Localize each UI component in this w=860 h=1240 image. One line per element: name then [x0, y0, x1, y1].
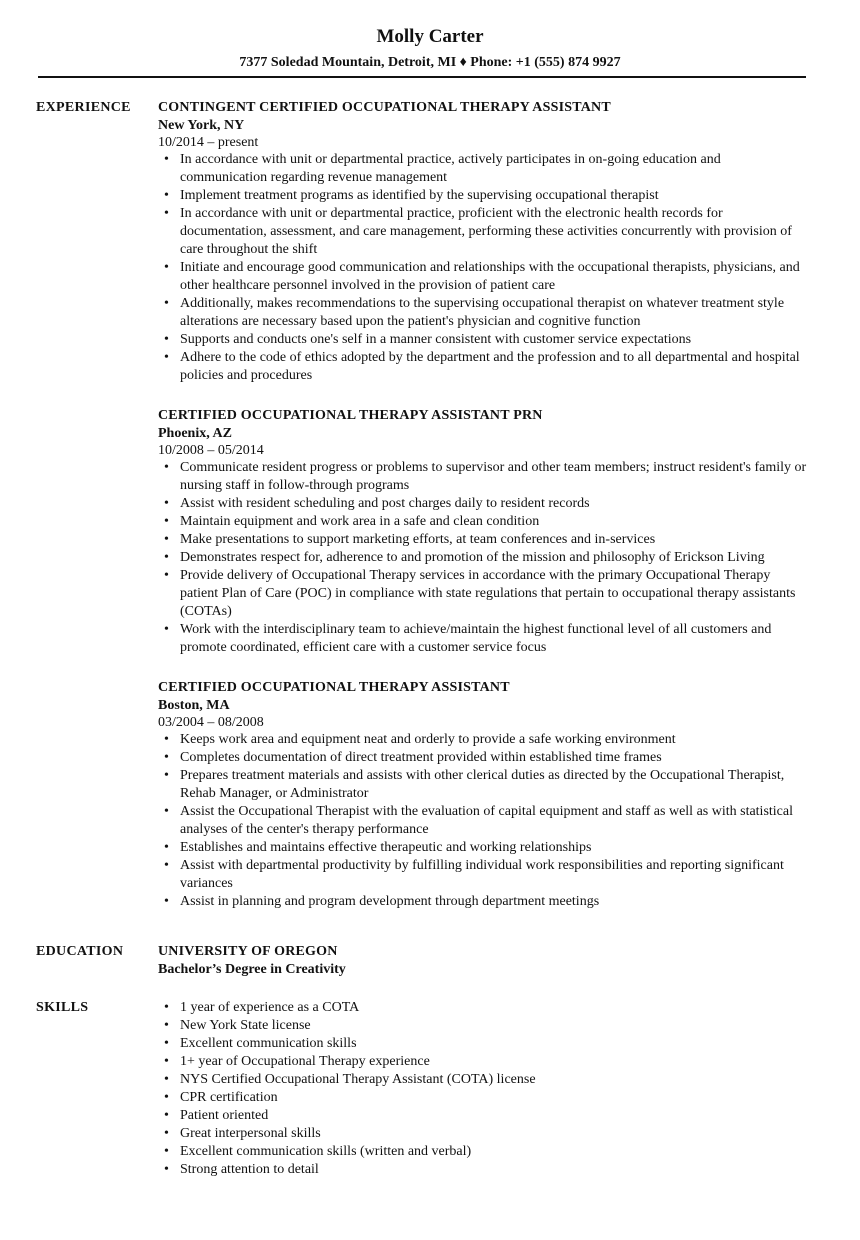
list-item: • Implement treatment programs as identified by the supervising occupational therapist [180, 187, 808, 205]
list-item: • Great interpersonal skills [180, 1125, 808, 1143]
list-item: • Prepares treatment materials and assists with other clerical duties as directed by the Occupational Therapist, Rehab Manager, or Administrator [180, 767, 808, 803]
list-item: • Make presentations to support marketing efforts, at team conferences and in-services [180, 531, 808, 549]
list-item: • Assist in planning and program development through department meetings [180, 893, 808, 911]
school-name: UNIVERSITY OF OREGON [158, 944, 338, 959]
list-item: • Strong attention to detail [180, 1161, 808, 1179]
experience-label: EXPERIENCE [36, 100, 131, 115]
job-bullets [158, 459, 808, 657]
education-label: EDUCATION [36, 944, 124, 959]
list-item: • NYS Certified Occupational Therapy Assistant (COTA) license [180, 1071, 808, 1089]
job-title: CERTIFIED OCCUPATIONAL THERAPY ASSISTANT PRN [158, 408, 543, 423]
job-dates: 03/2004 – 08/2008 [158, 715, 264, 730]
job-dates: 10/2008 – 05/2014 [158, 443, 264, 458]
list-item: • Patient oriented [180, 1107, 808, 1125]
list-item: • Supports and conducts one's self in a manner consistent with customer service expectations [180, 331, 808, 349]
list-item: • Completes documentation of direct treatment provided within established time frames [180, 749, 808, 767]
job-dates: 10/2014 – present [158, 135, 259, 150]
contact-line: 7377 Soledad Mountain, Detroit, MI ♦ Phone: +1 (555) 874 9927 [239, 55, 621, 70]
list-item: • Maintain equipment and work area in a safe and clean condition [180, 513, 808, 531]
skills-label: SKILLS [36, 1000, 89, 1015]
list-item: • 1+ year of Occupational Therapy experience [180, 1053, 808, 1071]
list-item: • Communicate resident progress or problems to supervisor and other team members; instruct resident's family or nursing staff in follow-through programs [180, 459, 808, 495]
list-item: • In accordance with unit or departmental practice, proficient with the electronic health records for documentation, assessment, and care management, performing these activities concurrently with provision of care throughout the shift [180, 205, 808, 259]
list-item: • Assist with resident scheduling and post charges daily to resident records [180, 495, 808, 513]
list-item: • Assist with departmental productivity by fulfilling individual work responsibilities and reporting significant variances [180, 857, 808, 893]
list-item: • Additionally, makes recommendations to the supervising occupational therapist on whatever treatment style alterations are necessary based upon the patient's physician and cognitive function [180, 295, 808, 331]
resume-header [0, 0, 860, 72]
list-item: • Establishes and maintains effective therapeutic and working relationships [180, 839, 808, 857]
job-location: Phoenix, AZ [158, 426, 232, 441]
list-item: • In accordance with unit or departmental practice, actively participates in on-going education and communication regarding revenue management [180, 151, 808, 187]
job-entry [158, 407, 808, 657]
list-item: • CPR certification [180, 1089, 808, 1107]
list-item: • Keeps work area and equipment neat and orderly to provide a safe working environment [180, 731, 808, 749]
job-bullets [158, 731, 808, 911]
list-item: • Excellent communication skills [180, 1035, 808, 1053]
list-item: • 1 year of experience as a COTA [180, 999, 808, 1017]
list-item: • Assist the Occupational Therapist with the evaluation of capital equipment and staff as well as with statistical analyses of the center's therapy performance [180, 803, 808, 839]
education-body [158, 943, 808, 978]
job-entry [158, 679, 808, 911]
header-divider [38, 76, 806, 78]
list-item: • New York State license [180, 1017, 808, 1035]
list-item: • Adhere to the code of ethics adopted by the department and the profession and to all departmental and hospital policies and procedures [180, 349, 808, 385]
job-title: CERTIFIED OCCUPATIONAL THERAPY ASSISTANT [158, 680, 510, 695]
candidate-name: Molly Carter [376, 26, 484, 47]
job-location: New York, NY [158, 118, 245, 133]
skills-list [158, 999, 808, 1179]
skills-body [158, 999, 808, 1179]
job-title: CONTINGENT CERTIFIED OCCUPATIONAL THERAPY ASSISTANT [158, 100, 611, 115]
job-entry [158, 99, 808, 385]
job-location: Boston, MA [158, 698, 230, 713]
list-item: • Work with the interdisciplinary team to achieve/maintain the highest functional level of all customers and promote coordinated, efficient care with a customer service focus [180, 621, 808, 657]
list-item: • Excellent communication skills (written and verbal) [180, 1143, 808, 1161]
job-bullets [158, 151, 808, 385]
degree: Bachelor’s Degree in Creativity [158, 962, 346, 977]
list-item: • Provide delivery of Occupational Therapy services in accordance with the primary Occupational Therapy patient Plan of Care (POC) in compliance with state regulations that pertain to occupational therapy assistants (COTAs) [180, 567, 808, 621]
list-item: • Demonstrates respect for, adherence to and promotion of the mission and philosophy of Erickson Living [180, 549, 808, 567]
experience-body [158, 99, 808, 911]
list-item: • Initiate and encourage good communication and relationships with the occupational therapists, physicians, and other healthcare personnel involved in the provision of patient care [180, 259, 808, 295]
